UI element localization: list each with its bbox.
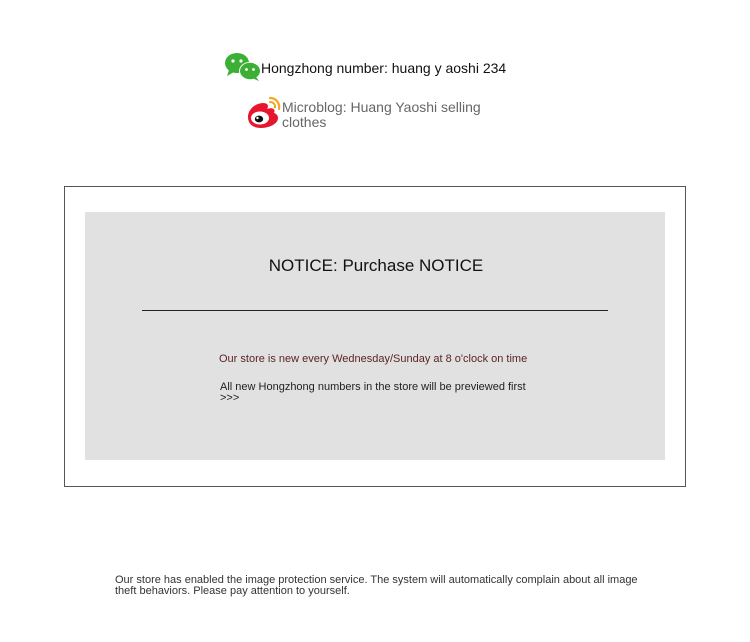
- notice-divider: [142, 310, 608, 311]
- wechat-id-text: Hongzhong number: huang y aoshi 234: [261, 60, 507, 76]
- wechat-icon: [224, 52, 262, 82]
- notice-preview-link[interactable]: All new Hongzhong numbers in the store will be previewed first >>>: [220, 381, 526, 404]
- notice-schedule-text: Our store is new every Wednesday/Sunday at 8 o'clock on time: [219, 353, 528, 365]
- weibo-icon: [244, 95, 282, 131]
- weibo-id-text: Microblog: Huang Yaoshi selling clothes: [282, 99, 481, 130]
- notice-panel: [85, 212, 665, 460]
- weibo-contact: [244, 95, 482, 131]
- notice-frame: [64, 186, 686, 487]
- wechat-contact: [224, 52, 506, 82]
- notice-title: NOTICE: Purchase NOTICE: [268, 256, 484, 275]
- image-protection-notice: Our store has enabled the image protection service. The system will automatically complain about all image theft behaviors. Please pay attention to yourself.: [115, 574, 638, 597]
